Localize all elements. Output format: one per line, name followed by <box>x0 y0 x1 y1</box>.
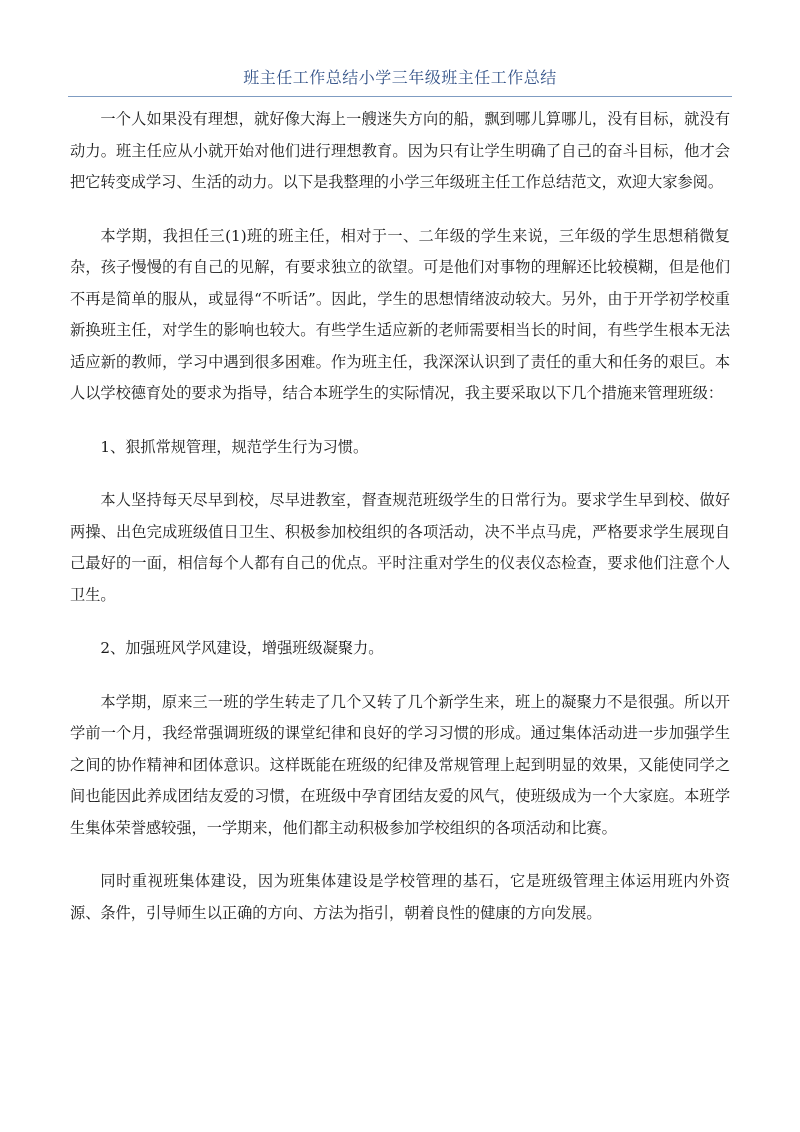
section-heading-2: 2、加强班风学风建设，增强班级凝聚力。 <box>100 639 384 657</box>
document-body <box>70 104 730 929</box>
paragraph-routine-management: 本人坚持每天尽早到校，尽早进教室，督查规范班级学生的日常行为。要求学生早到校、做好两操、出色完成班级值日卫生、积极参加校组织的各项活动，决不半点马虎，严格要求学生展现自己最好的一面，相信每个人都有自己的优点。平时注重对学生的仪表仪态检查，要求他们注意个人卫生。 <box>70 491 730 604</box>
paragraph-class-cohesion: 本学期，原来三一班的学生转走了几个又转了几个新学生来，班上的凝聚力不是很强。所以开学前一个月，我经常强调班级的课堂纪律和良好的学习习惯的形成。通过集体活动进一步加强学生之间的协作精神和团体意识。这样既能在班级的纪律及常规管理上起到明显的效果，又能使同学之间也能因此养成团结友爱的习惯，在班级中孕育团结友爱的风气，使班级成为一个大家庭。本班学生集体荣誉感较强，一学期来，他们都主动积极参加学校组织的各项活动和比赛。 <box>70 692 730 837</box>
paragraph-class-situation: 本学期，我担任三(1)班的班主任，相对于一、二年级的学生来说，三年级的学生思想稍微复杂，孩子慢慢的有自己的见解，有要求独立的欲望。可是他们对事物的理解还比较模糊，但是他们不再是简单的服从，或显得“不听话”。因此，学生的思想情绪波动较大。另外，由于开学初学校重新换班主任，对学生的影响也较大。有些学生适应新的老师需要相当长的时间，有些学生根本无法适应新的教师，学习中遇到很多困难。作为班主任，我深深认识到了责任的重大和任务的艰巨。本人以学校德育处的要求为指导，结合本班学生的实际情况，我主要采取以下几个措施来管理班级： <box>70 226 730 402</box>
page-title: 班主任工作总结小学三年级班主任工作总结 <box>243 68 557 87</box>
paragraph-class-building: 同时重视班集体建设，因为班集体建设是学校管理的基石，它是班级管理主体运用班内外资源、条件，引导师生以正确的方向、方法为指引，朝着良性的健康的方向发展。 <box>70 872 730 922</box>
section-heading-1: 1、狠抓常规管理，规范学生行为习惯。 <box>100 437 369 456</box>
paragraph-intro: 一个人如果没有理想，就好像大海上一艘迷失方向的船，飘到哪儿算哪儿，没有目标，就没有动力。班主任应从小就开始对他们进行理想教育。因为只有让学生明确了自己的奋斗目标，他才会把它转变成学习、生活的动力。以下是我整理的小学三年级班主任工作总结范文，欢迎大家参阅。 <box>70 110 730 191</box>
page-header <box>68 66 732 97</box>
